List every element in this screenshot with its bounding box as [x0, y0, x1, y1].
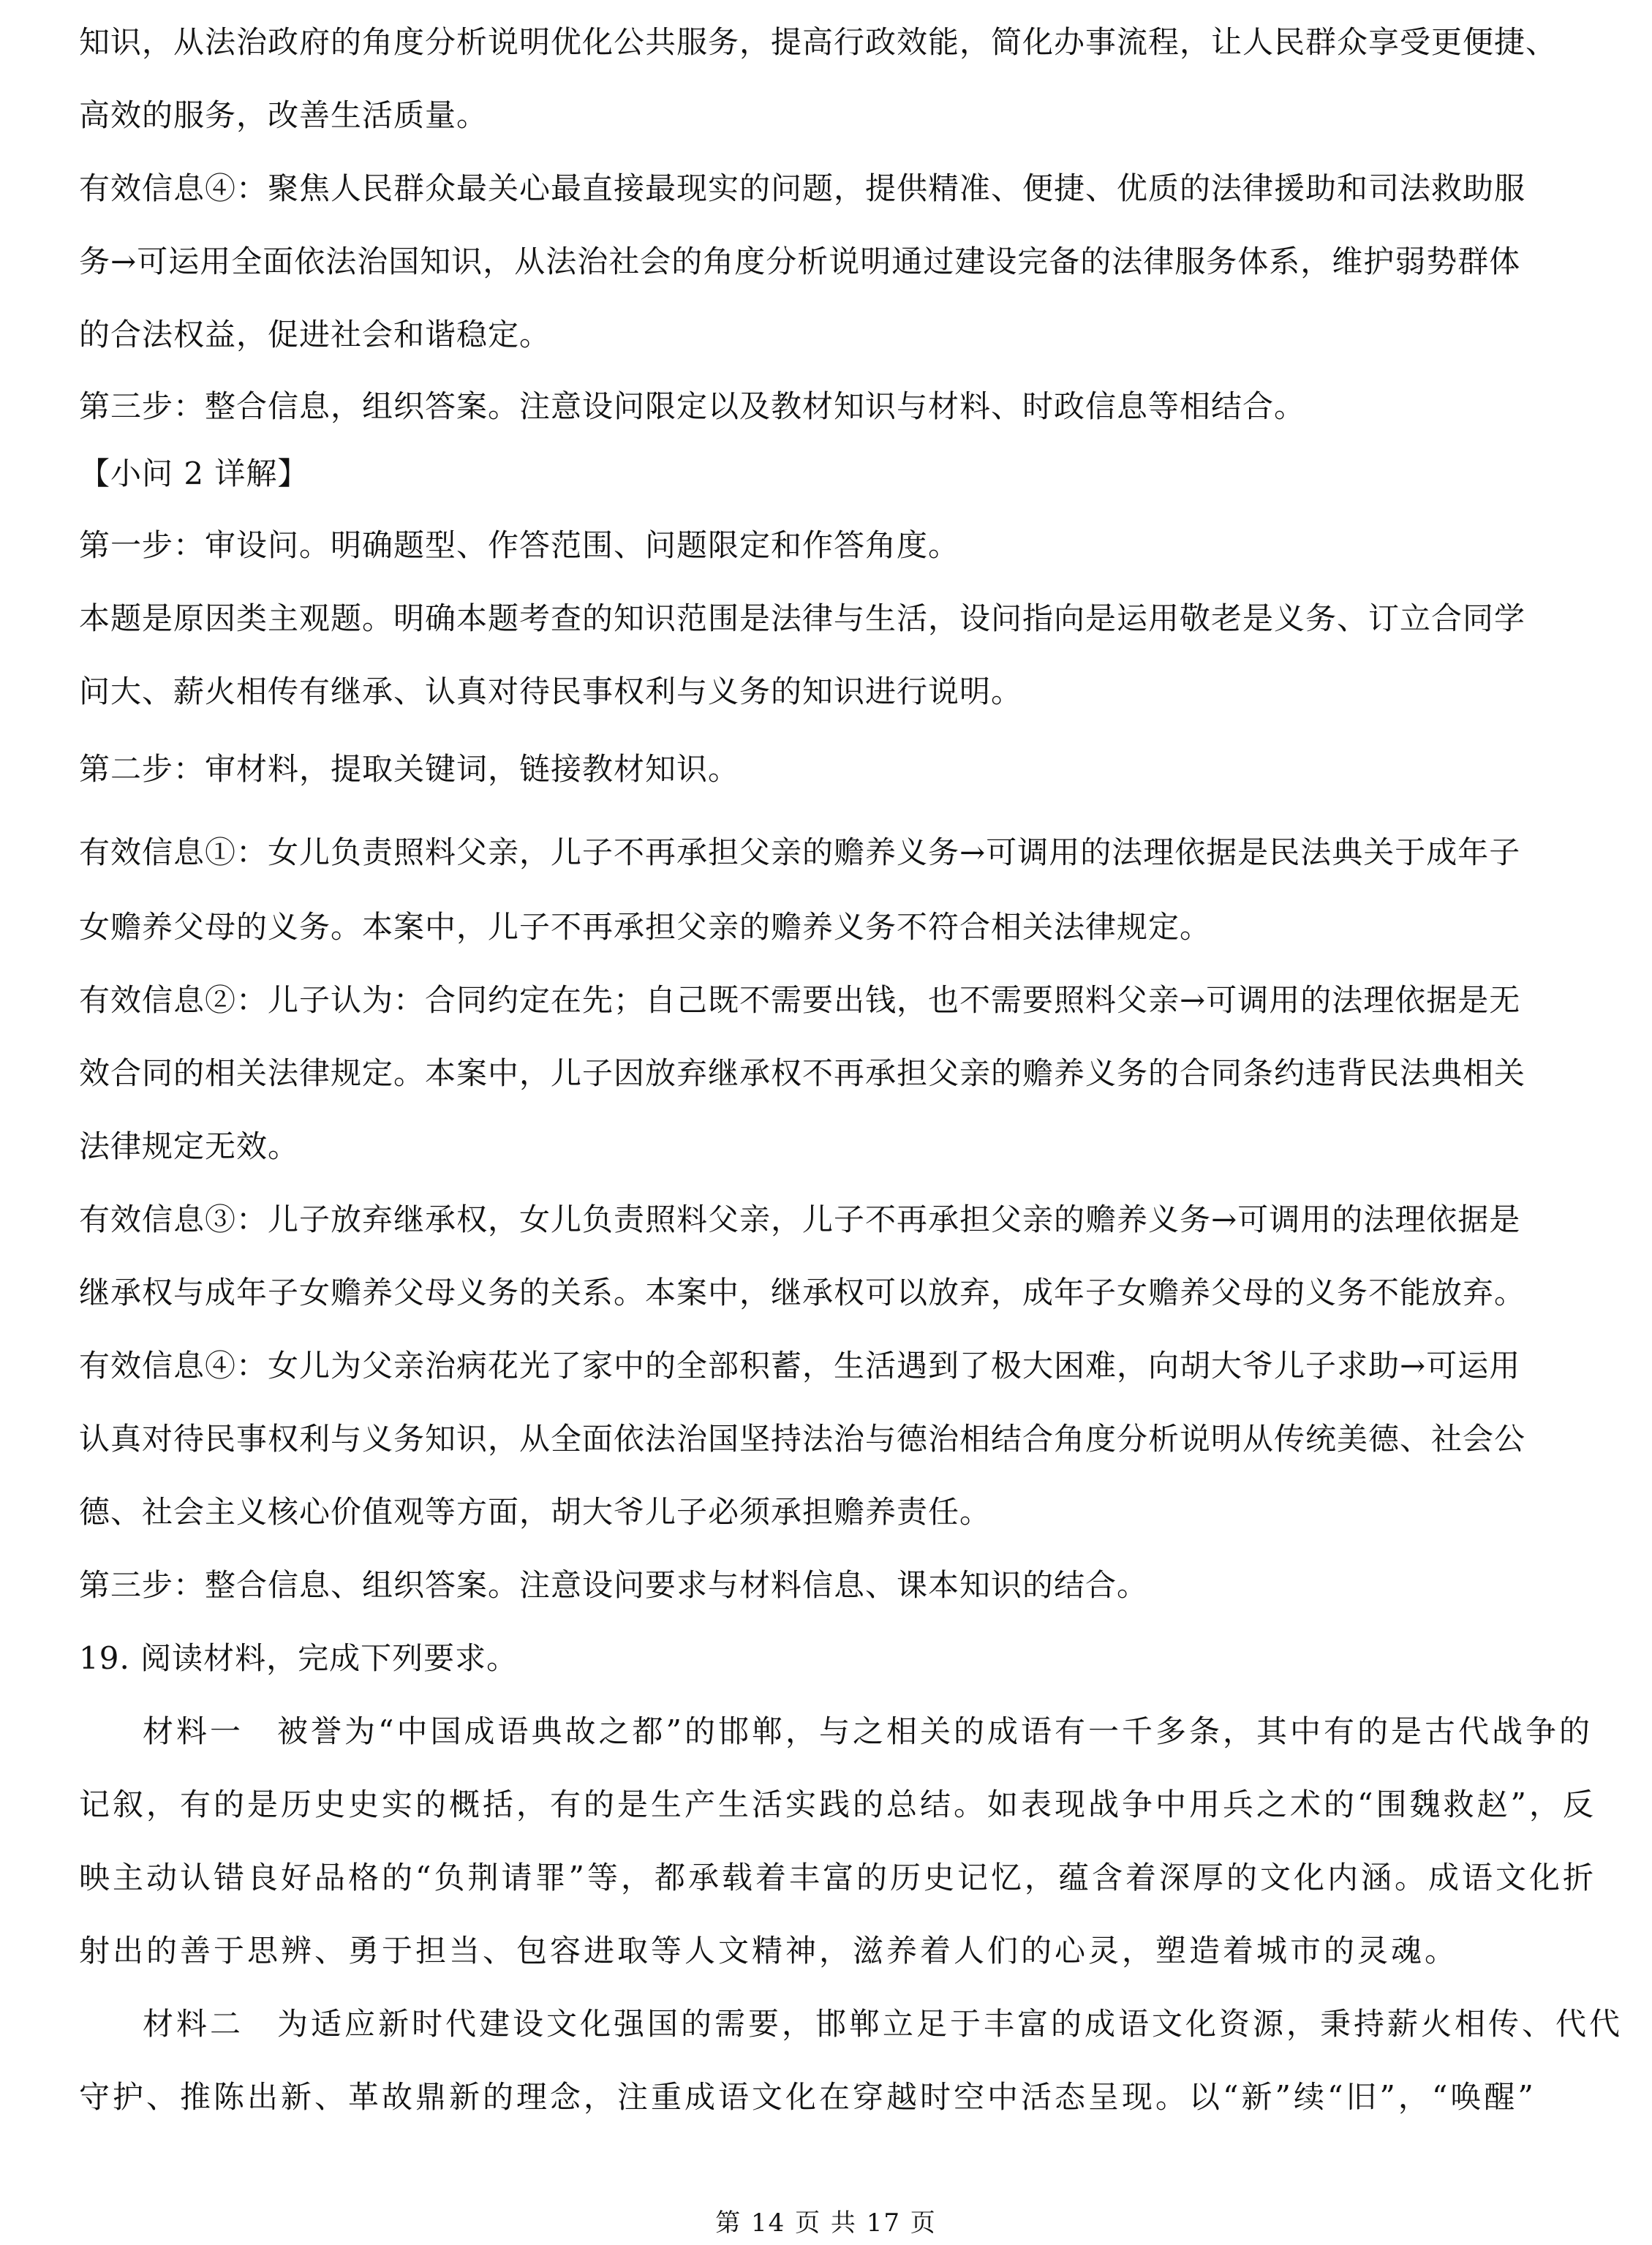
material-line: 材料二 为适应新时代建设文化强国的需要，邯郸立足于丰富的成语文化资源，秉持薪火相传、代代: [143, 2006, 1623, 2042]
text-line: 知识，从法治政府的角度分析说明优化公共服务，提高行政效能，简化办事流程，让人民群众享受更便捷、: [79, 24, 1558, 60]
text-line: 法律规定无效。: [79, 1128, 300, 1164]
text-line: 务→可运用全面依法治国知识，从法治社会的角度分析说明通过建设完备的法律服务体系，维护弱势群体: [79, 244, 1521, 279]
text-line: 的合法权益，促进社会和谐稳定。: [79, 317, 551, 352]
text-line: 第三步：整合信息，组织答案。注意设问限定以及教材知识与材料、时政信息等相结合。: [79, 388, 1306, 424]
text-line: 问大、薪火相传有继承、认真对待民事权利与义务的知识进行说明。: [79, 674, 1023, 709]
section-heading: 【小问 2 详解】: [79, 456, 309, 491]
text-line: 女赡养父母的义务。本案中，儿子不再承担父亲的赡养义务不符合相关法律规定。: [79, 909, 1212, 945]
text-line: 认真对待民事权利与义务知识，从全面依法治国坚持法治与德治相结合角度分析说明从传统美德、社会公: [79, 1421, 1526, 1457]
text-line: 有效信息④：聚焦人民群众最关心最直接最现实的问题，提供精准、便捷、优质的法律援助和司法救助服: [79, 170, 1526, 206]
page-footer: 第 14 页 共 17 页: [715, 2208, 937, 2238]
text-line: 有效信息①：女儿负责照料父亲，儿子不再承担父亲的赡养义务→可调用的法理依据是民法典关于成年子: [79, 834, 1521, 870]
material-line: 射出的善于思辨、勇于担当、包容进取等人文精神，滋养着人们的心灵，塑造着城市的灵魂。: [79, 1933, 1459, 1969]
text-line: 效合同的相关法律规定。本案中，儿子因放弃继承权不再承担父亲的赡养义务的合同条约违背民法典相关: [79, 1055, 1526, 1091]
text-line: 有效信息②：儿子认为：合同约定在先；自己既不需要出钱，也不需要照料父亲→可调用的法理依据是无: [79, 982, 1521, 1018]
material-line: 材料一 被誉为“中国成语典故之都”的邯郸，与之相关的成语有一千多条，其中有的是古代战争的: [143, 1713, 1593, 1749]
text-line: 高效的服务，改善生活质量。: [79, 97, 489, 133]
material-line: 映主动认错良好品格的“负荆请罪”等，都承载着丰富的历史记忆，蕴含着深厚的文化内涵。成语文化折: [79, 1860, 1596, 1895]
material-line: 记叙，有的是历史史实的概括，有的是生产生活实践的总结。如表现战争中用兵之术的“围魏救赵”，反: [79, 1786, 1596, 1822]
text-line: 本题是原因类主观题。明确本题考查的知识范围是法律与生活，设问指向是运用敬老是义务、订立合同学: [79, 600, 1526, 636]
text-line: 继承权与成年子女赡养父母义务的关系。本案中，继承权可以放弃，成年子女赡养父母的义务不能放弃。: [79, 1275, 1526, 1310]
material-line: 守护、推陈出新、革故鼎新的理念，注重成语文化在穿越时空中活态呈现。以“新”续“旧”，“唤醒”: [79, 2079, 1536, 2115]
text-line: 第二步：审材料，提取关键词，链接教材知识。: [79, 751, 740, 787]
text-line: 第一步：审设问。明确题型、作答范围、问题限定和作答角度。: [79, 527, 960, 563]
text-line: 有效信息③：儿子放弃继承权，女儿负责照料父亲，儿子不再承担父亲的赡养义务→可调用的法理依据是: [79, 1201, 1521, 1237]
question-title: 19. 阅读材料，完成下列要求。: [79, 1640, 518, 1676]
text-line: 有效信息④：女儿为父亲治病花光了家中的全部积蓄，生活遇到了极大困难，向胡大爷儿子求助→可运用: [79, 1348, 1521, 1384]
text-line: 德、社会主义核心价值观等方面，胡大爷儿子必须承担赡养责任。: [79, 1494, 992, 1530]
text-line: 第三步：整合信息、组织答案。注意设问要求与材料信息、课本知识的结合。: [79, 1567, 1149, 1603]
